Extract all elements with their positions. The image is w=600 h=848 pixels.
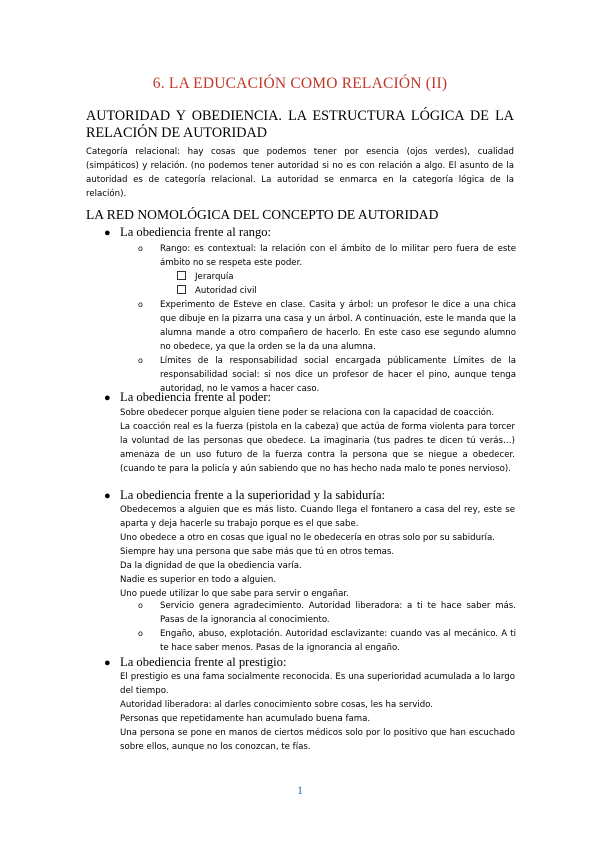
circle-bullet-icon: o xyxy=(138,244,143,253)
bullet-dot-icon: ● xyxy=(104,392,111,404)
page-title: 6. LA EDUCACIÓN COMO RELACIÓN (II) xyxy=(152,75,448,92)
bullet-rango xyxy=(104,225,271,240)
rango-subitem: Autoridad civil xyxy=(177,284,257,298)
rango-item: o Rango: es contextual: la relación con el ámbito de lo militar pero fuera de este ámbito no se respeta este poder. xyxy=(138,244,516,268)
circle-bullet-icon: o xyxy=(138,356,143,365)
rango-item: o Límites de la responsabilidad social encargada públicamente Límites de la responsabilidad social: si nos dice un profesor de hacer el pino, aunque tenga autoridad, no le vamos a hacer caso. xyxy=(138,356,516,394)
intro-paragraph: Categoría relacional: hay cosas que podemos tener por esencia (ojos verdes), cualidad (simpáticos) y relación. (no podemos tener autoridad si no es con relación a algo. El asunto de la autoridad es de categoría relacional. La autoridad se enmarca en la categoría lógica de la relación). xyxy=(86,147,514,199)
circle-bullet-icon: o xyxy=(138,300,143,309)
square-bullet-icon xyxy=(177,285,186,294)
bullet-label: La obediencia frente al rango: xyxy=(120,225,272,239)
bullet-label: La obediencia frente al prestigio: xyxy=(120,655,287,669)
bullet-dot-icon: ● xyxy=(104,490,111,502)
bullet-dot-icon: ● xyxy=(104,657,111,669)
rango-item: o Experimento de Esteve en clase. Casita y árbol: un profesor le dice a una chica que dibuje en la pizarra una casa y un árbol. A continuación, este le manda que la alumna mande a otro compañero de hacerlo. En este caso ese segundo alumno no obedece, ya que la orden se la da una alumna. xyxy=(138,300,516,352)
prestigio-text: El prestigio es una fama socialmente reconocida. Es una superioridad acumulada a lo largo del tiempo. Autoridad liberadora: al darles conocimiento sobre cosas, les ha servido. Personas que repetidamente han acumulado buena fama. Una persona se pone en manos de ciertos médicos solo por lo positivo que han escuchado sobre ellos, aunque no los conozcan, te fías. xyxy=(120,672,515,752)
poder-text: Sobre obedecer porque alguien tiene poder se relaciona con la capacidad de coacción. La coacción real es la fuerza (pistola en la cabeza) que actúa de forma violenta para torcer la voluntad de las personas que obedece. La imaginaria (tus padres te dicen tú verás…) amenaza de un uso futuro de la fuerza contra la persona que se niegue a obedecer. (cuando te para la policía y aún sabiendo que no has hecho nada malo te pones nervioso). xyxy=(120,408,515,474)
superioridad-item: o Servicio genera agradecimiento. Autoridad liberadora: a ti te hace saber más. Pasas de la ignorancia al conocimiento. xyxy=(138,601,516,625)
bullet-label: La obediencia frente al poder: xyxy=(120,390,272,404)
circle-bullet-icon: o xyxy=(138,629,143,638)
subheading: LA RED NOMOLÓGICA DEL CONCEPTO DE AUTORIDAD xyxy=(86,207,439,222)
bullet-dot-icon: ● xyxy=(104,227,111,239)
square-bullet-icon xyxy=(177,271,186,280)
page-number: 1 xyxy=(297,783,303,797)
bullet-prestigio xyxy=(104,655,286,670)
bullet-poder xyxy=(104,390,271,405)
superioridad-text: Obedecemos a alguien que es más listo. Cuando llega el fontanero a casa del rey, este se aparta y deja hacerle su trabajo porque es el que sabe. Uno obedece a otro en cosas que igual no le obedecería en otras solo por su sabiduría. Siempre hay una persona que sabe más que tú en otros temas. Da la dignidad de que la obediencia varía. Nadie es superior en todo a alguien. Uno puede utilizar lo que sabe para servir o engañar. xyxy=(120,505,515,599)
circle-bullet-icon: o xyxy=(138,601,143,610)
bullet-label: La obediencia frente a la superioridad y la sabiduría: xyxy=(120,488,386,502)
rango-subitem: Jerarquía xyxy=(177,270,234,284)
superioridad-item: o Engaño, abuso, explotación. Autoridad esclavizante: cuando vas al mecánico. A ti te hace saber menos. Pasas de la ignorancia al engaño. xyxy=(138,629,516,653)
bullet-superioridad xyxy=(104,488,385,503)
section-heading: AUTORIDAD Y OBEDIENCIA. LA ESTRUCTURA LÓGICA DE LA RELACIÓN DE AUTORIDAD xyxy=(86,108,514,141)
